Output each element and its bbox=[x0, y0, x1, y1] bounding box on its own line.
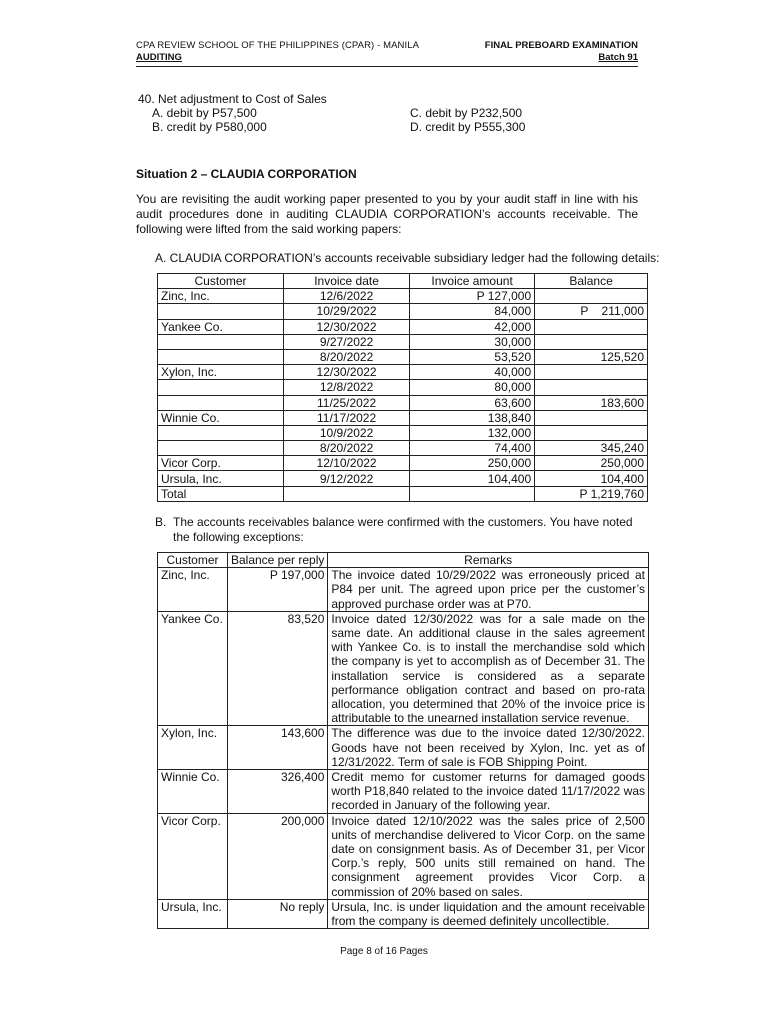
cell-balance: 183,600 bbox=[535, 395, 648, 410]
exam-title: FINAL PREBOARD EXAMINATION bbox=[484, 40, 638, 51]
cell-customer bbox=[158, 334, 284, 349]
table-row bbox=[158, 380, 648, 395]
cell-balance bbox=[535, 380, 648, 395]
cell-customer bbox=[158, 380, 284, 395]
cell-date bbox=[284, 486, 410, 501]
cell-date: 11/25/2022 bbox=[284, 395, 410, 410]
cell-date: 11/17/2022 bbox=[284, 410, 410, 425]
cell-balance bbox=[535, 365, 648, 380]
table-row bbox=[158, 425, 648, 440]
cell-amount: 132,000 bbox=[410, 425, 535, 440]
cell-remarks: Invoice dated 12/10/2022 was the sales price of 2,500 units of merchandise delivered to Vicor Corp. on the same date on consignment basis. As of December 31, per Vicor Corp.’s reply, 500 units still remained on hand. The consignment agreement provides Vicor Corp. a commission of 20% based on sales. bbox=[328, 813, 649, 899]
table-row bbox=[158, 813, 649, 899]
table-row bbox=[158, 319, 648, 334]
cell-amount bbox=[410, 486, 535, 501]
table-row bbox=[158, 456, 648, 471]
cell-customer: Xylon, Inc. bbox=[158, 365, 284, 380]
col-balance: Balance bbox=[535, 274, 648, 289]
cell-customer: Ursula, Inc. bbox=[158, 471, 284, 486]
table-row bbox=[158, 770, 649, 814]
section-a-heading: A. CLAUDIA CORPORATION’s accounts receivable subsidiary ledger had the following details: bbox=[155, 251, 660, 265]
school-name: CPA REVIEW SCHOOL OF THE PHILIPPINES (CPAR) - MANILA bbox=[136, 40, 420, 51]
table-row bbox=[158, 611, 649, 726]
cell-date: 12/30/2022 bbox=[284, 365, 410, 380]
section-b-label: B. bbox=[155, 515, 167, 529]
cell-date: 8/20/2022 bbox=[284, 349, 410, 364]
cell-customer: Vicor Corp. bbox=[158, 813, 228, 899]
situation-title: Situation 2 – CLAUDIA CORPORATION bbox=[136, 167, 357, 181]
cell-balance-per-reply: 200,000 bbox=[227, 813, 327, 899]
cell-date: 10/9/2022 bbox=[284, 425, 410, 440]
table-row bbox=[158, 395, 648, 410]
cell-balance bbox=[535, 289, 648, 304]
col-remarks: Remarks bbox=[328, 553, 649, 568]
cell-customer bbox=[158, 395, 284, 410]
cell-customer bbox=[158, 304, 284, 319]
cell-amount: 138,840 bbox=[410, 410, 535, 425]
total-balance: P 1,219,760 bbox=[535, 486, 648, 501]
cell-date: 9/27/2022 bbox=[284, 334, 410, 349]
cell-date: 10/29/2022 bbox=[284, 304, 410, 319]
col-customer: Customer bbox=[158, 274, 284, 289]
cell-balance-per-reply: 143,600 bbox=[227, 726, 327, 770]
cell-customer: Zinc, Inc. bbox=[158, 289, 284, 304]
table-row bbox=[158, 410, 648, 425]
cell-customer: Vicor Corp. bbox=[158, 456, 284, 471]
cell-amount: 84,000 bbox=[410, 304, 535, 319]
cell-amount: P 127,000 bbox=[410, 289, 535, 304]
col-invoice-amount: Invoice amount bbox=[410, 274, 535, 289]
cell-balance-per-reply: 326,400 bbox=[227, 770, 327, 814]
cell-customer bbox=[158, 425, 284, 440]
page-header bbox=[136, 40, 638, 67]
cell-amount: 42,000 bbox=[410, 319, 535, 334]
cell-date: 12/30/2022 bbox=[284, 319, 410, 334]
cell-amount: 53,520 bbox=[410, 349, 535, 364]
cell-customer: Yankee Co. bbox=[158, 611, 228, 726]
cell-date: 12/10/2022 bbox=[284, 456, 410, 471]
table-header-row bbox=[158, 274, 648, 289]
cell-amount: 80,000 bbox=[410, 380, 535, 395]
cell-date: 12/8/2022 bbox=[284, 380, 410, 395]
table-row bbox=[158, 899, 649, 928]
confirmation-exceptions-table bbox=[157, 552, 649, 929]
cell-balance bbox=[535, 334, 648, 349]
cell-customer bbox=[158, 349, 284, 364]
table-row bbox=[158, 568, 649, 612]
cell-customer: Winnie Co. bbox=[158, 410, 284, 425]
cell-date: 9/12/2022 bbox=[284, 471, 410, 486]
cell-balance-per-reply: 83,520 bbox=[227, 611, 327, 726]
table-row bbox=[158, 471, 648, 486]
cell-remarks: Credit memo for customer returns for damaged goods worth P18,840 related to the invoice dated 11/17/2022 was recorded in January of the following year. bbox=[328, 770, 649, 814]
option-c: C. debit by P232,500 bbox=[410, 106, 523, 120]
cell-remarks: The invoice dated 10/29/2022 was erroneously priced at P84 per unit. The agreed upon price per the customer’s approved purchase order was at P70. bbox=[328, 568, 649, 612]
cell-balance bbox=[535, 319, 648, 334]
col-invoice-date: Invoice date bbox=[284, 274, 410, 289]
table-row bbox=[158, 349, 648, 364]
cell-amount: 250,000 bbox=[410, 456, 535, 471]
cell-customer: Winnie Co. bbox=[158, 770, 228, 814]
option-b: B. credit by P580,000 bbox=[152, 120, 267, 134]
cell-amount: 40,000 bbox=[410, 365, 535, 380]
cell-remarks: Ursula, Inc. is under liquidation and the amount receivable from the company is deemed definitely uncollectible. bbox=[328, 899, 649, 928]
cell-remarks: Invoice dated 12/30/2022 was for a sale made on the same date. An additional clause in the sales agreement with Yankee Co. is to install the merchandise sold which the company is yet to accomplish as of December 31. The installation service is considered as a separate performance obligation contract and based on pro-rata allocation, you determined that 20% of the invoice price is attributable to the unearned installation service revenue. bbox=[328, 611, 649, 726]
question-stem: 40. Net adjustment to Cost of Sales bbox=[138, 92, 327, 106]
cell-amount: 63,600 bbox=[410, 395, 535, 410]
cell-balance: P 211,000 bbox=[535, 304, 648, 319]
cell-balance: 345,240 bbox=[535, 441, 648, 456]
batch-label: Batch 91 bbox=[598, 52, 638, 63]
cell-balance: 125,520 bbox=[535, 349, 648, 364]
cell-balance-per-reply: P 197,000 bbox=[227, 568, 327, 612]
table-row bbox=[158, 365, 648, 380]
cell-amount: 104,400 bbox=[410, 471, 535, 486]
cell-remarks: The difference was due to the invoice dated 12/30/2022. Goods have not been received by Xylon, Inc. yet as of 12/31/2022. Term of sale is FOB Shipping Point. bbox=[328, 726, 649, 770]
cell-date: 12/6/2022 bbox=[284, 289, 410, 304]
cell-balance bbox=[535, 425, 648, 440]
option-d: D. credit by P555,300 bbox=[410, 120, 526, 134]
option-a: A. debit by P57,500 bbox=[152, 106, 257, 120]
cell-customer: Yankee Co. bbox=[158, 319, 284, 334]
cell-customer: Zinc, Inc. bbox=[158, 568, 228, 612]
cell-customer bbox=[158, 441, 284, 456]
subject-name: AUDITING bbox=[136, 52, 182, 63]
cell-customer: Ursula, Inc. bbox=[158, 899, 228, 928]
cell-balance-per-reply: No reply bbox=[227, 899, 327, 928]
col-balance-per-reply: Balance per reply bbox=[227, 553, 327, 568]
cell-balance: 250,000 bbox=[535, 456, 648, 471]
situation-intro: You are revisiting the audit working paper presented to you by your audit staff in line with his audit procedures done in auditing CLAUDIA CORPORATION’s accounts receivable. The following were lifted from the said working papers: bbox=[136, 192, 638, 236]
col-customer: Customer bbox=[158, 553, 228, 568]
subsidiary-ledger-table bbox=[157, 273, 648, 502]
table-row bbox=[158, 441, 648, 456]
cell-amount: 30,000 bbox=[410, 334, 535, 349]
section-b-text: The accounts receivables balance were confirmed with the customers. You have noted the following exceptions: bbox=[173, 515, 633, 544]
total-row bbox=[158, 486, 648, 501]
cell-balance: 104,400 bbox=[535, 471, 648, 486]
cell-customer: Xylon, Inc. bbox=[158, 726, 228, 770]
table-header-row bbox=[158, 553, 649, 568]
page-number: Page 8 of 16 Pages bbox=[340, 946, 428, 957]
table-row bbox=[158, 304, 648, 319]
total-label: Total bbox=[158, 486, 284, 501]
cell-balance bbox=[535, 410, 648, 425]
cell-date: 8/20/2022 bbox=[284, 441, 410, 456]
table-row bbox=[158, 726, 649, 770]
table-row bbox=[158, 334, 648, 349]
cell-amount: 74,400 bbox=[410, 441, 535, 456]
table-row bbox=[158, 289, 648, 304]
